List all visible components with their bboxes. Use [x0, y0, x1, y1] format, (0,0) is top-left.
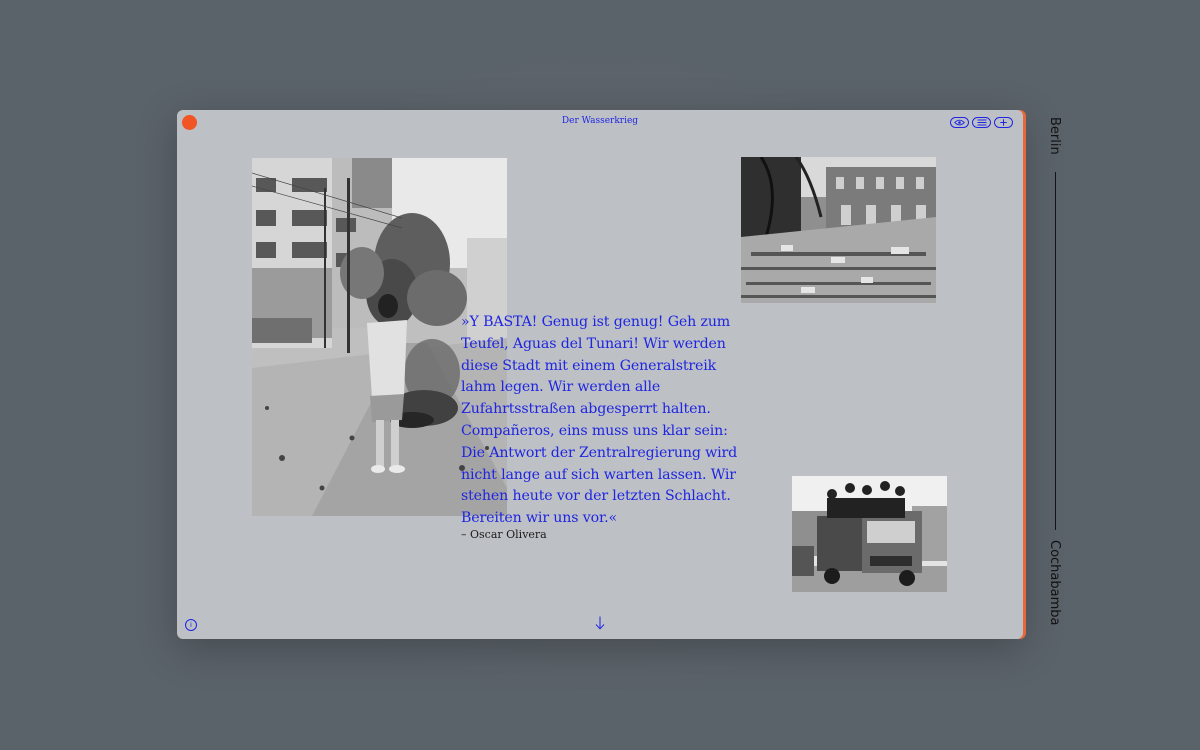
list-icon	[977, 119, 987, 126]
plus-icon	[1000, 119, 1007, 126]
side-nav-divider	[1055, 172, 1056, 530]
list-button[interactable]	[972, 117, 991, 128]
info-button[interactable]	[185, 619, 197, 631]
crowd-protest-photo	[741, 157, 936, 303]
toolbar	[950, 117, 1013, 128]
view-button[interactable]	[950, 117, 969, 128]
eye-icon	[954, 119, 965, 126]
side-nav-berlin[interactable]: Berlin	[1047, 117, 1062, 155]
side-nav-cochabamba[interactable]: Cochabamba	[1047, 540, 1062, 626]
add-button[interactable]	[994, 117, 1013, 128]
quote-attribution: – Oscar Olivera	[461, 528, 547, 541]
quote-text: »Y BASTA! Genug ist genug! Geh zum Teufel, Aguas del Tunari! Wir werden diese Stadt mit einem Generalstreik lahm legen. Wir werden alle Zufahrtsstraßen abgesperrt halten. Compañeros, eins muss uns klar sein: Die Antwort der Zentralregierung wird nicht lange auf sich warten lassen. Wir stehen heute vor der letzten Schlacht. Bereiten wir uns vor.«	[461, 314, 738, 527]
arrow-down-icon	[595, 616, 605, 630]
info-icon: i	[190, 621, 192, 629]
scroll-down-button[interactable]	[593, 616, 607, 632]
app-window	[177, 110, 1023, 639]
truck-protest-photo	[792, 476, 947, 592]
page-title: Der Wasserkrieg	[561, 116, 639, 126]
